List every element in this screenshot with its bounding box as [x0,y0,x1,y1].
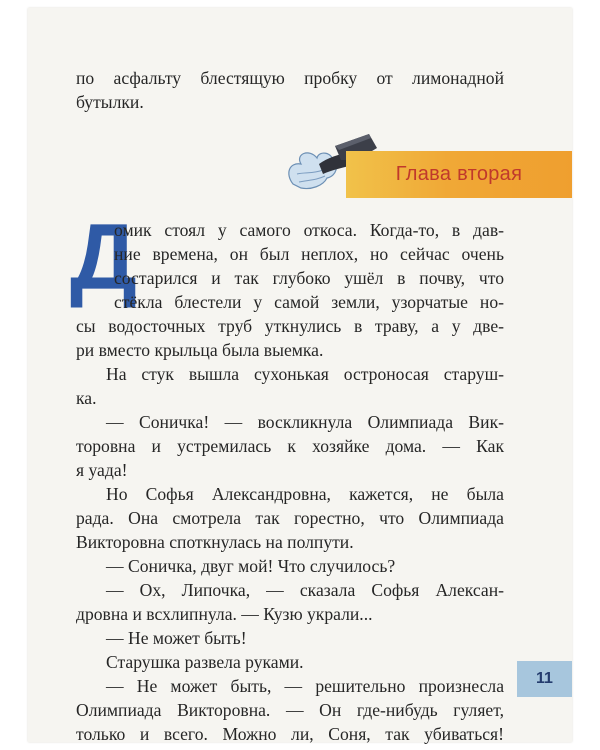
text-line: бутылки. [76,92,144,112]
chapter-banner [346,151,572,198]
text-line: дровна и всхлипнула. — Кузю украли... [76,604,373,624]
chapter-title: Глава вторая [395,163,523,185]
text-line: ка. [76,388,97,408]
text-line: — Соничка, двуг мой! Что случилось? [106,556,396,576]
text-line: состарился и так глубоко ушёл в почву, что [114,268,504,288]
text-line: омик стоял у самого откоса. Когда-то, в дав- [114,220,504,240]
text-line: я уада! [76,460,128,480]
text-line: — Ох, Липочка, — сказала Софья Алексан- [106,580,504,600]
text-line: торовна и устремилась к хозяйке дома. — Как [76,436,504,456]
text-line: рада. Она смотрела так горестно, что Олимпиада [76,508,504,528]
text-line: — Соничка! — воскликнула Олимпиада Вик- [106,412,504,432]
text-line: ние времена, он был неплох, но сейчас очень [114,244,504,264]
text-line: — Не может быть, — решительно произнесла [106,676,504,696]
page-number: 11 [517,661,572,697]
text-line: стёкла блестели у самой земли, узорчатые но- [114,292,504,312]
drop-cap: Д [70,204,137,309]
text-line: — Не может быть! [106,628,247,648]
text-line: по асфальту блестящую пробку от лимонадной [76,68,504,88]
text-line: Но Софья Александровна, кажется, не была [106,484,504,504]
text-line: Олимпиада Викторовна. — Он где-нибудь гуляет, [76,700,504,720]
text-line: Старушка развела руками. [106,652,304,672]
text-line: Викторовна споткнулась на полпути. [76,532,354,552]
text-line: сы водосточных труб уткнулись в траву, а у две- [76,316,504,336]
text-line: На стук вышла сухонькая остроносая старуш- [106,364,504,384]
text-line: только и всего. Можно ли, Соня, так убиваться! [76,724,504,744]
text-line: ри вместо крыльца была выемка. [76,340,324,360]
